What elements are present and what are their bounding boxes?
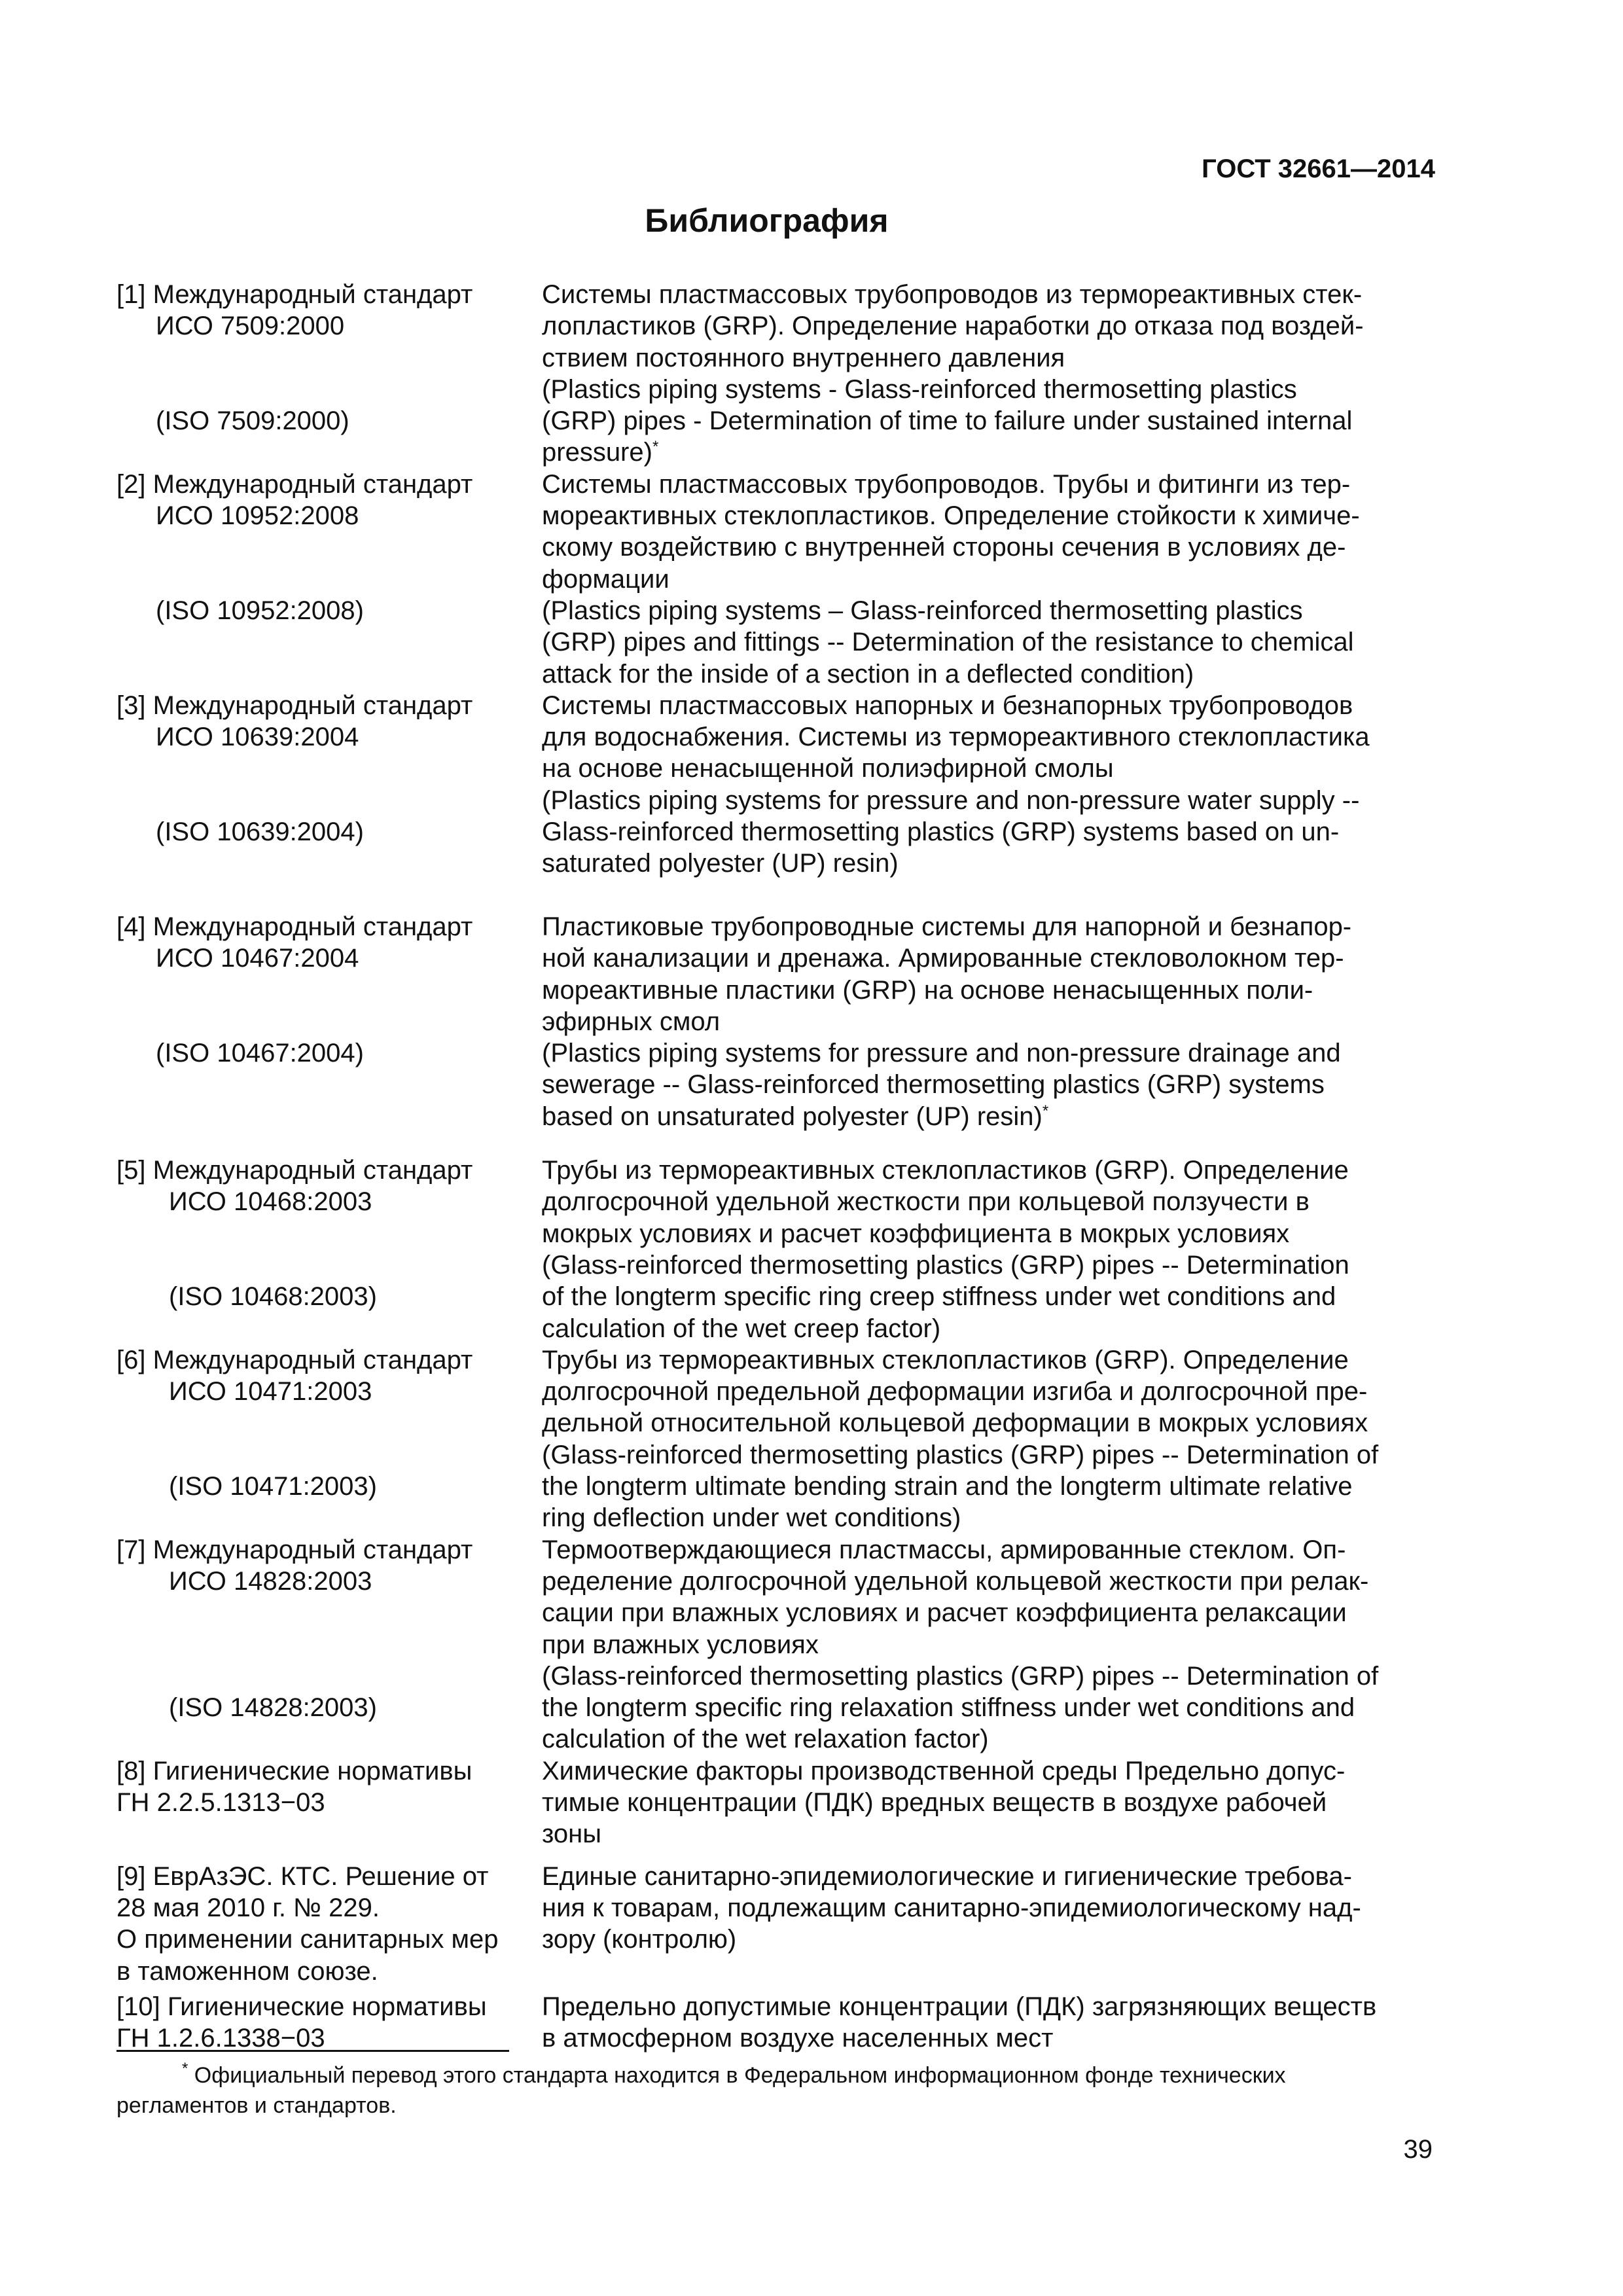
bib-ref-line: [116, 531, 542, 563]
bib-ref-line: (ISO 10467:2004): [156, 1039, 364, 1068]
footnote-line-1: Официальный перевод этого стандарта находится в Федеральном информационном фонде технических: [194, 2063, 1286, 2088]
bib-ref-line: [116, 342, 542, 374]
bib-entry-title: [542, 1155, 1425, 1344]
bib-ref-line: ИСО 14828:2003: [169, 1566, 372, 1596]
bib-title-line: ния к товарам, подлежащим санитарно-эпидемиологическому над-: [542, 1893, 1361, 1922]
bib-entry: [116, 1861, 1425, 1991]
bib-ref-line: в таможенном союзе.: [116, 1956, 378, 1986]
bib-title-line: (Plastics piping systems – Glass-reinforced thermosetting plastics: [542, 596, 1303, 625]
footnote-mark: *: [182, 2060, 188, 2077]
bib-title-line: Трубы из термореактивных стеклопластиков (GRP). Определение: [542, 1156, 1349, 1185]
bib-title-line: долгосрочной удельной жесткости при кольцевой ползучести в: [542, 1187, 1310, 1217]
bib-title-line: Химические факторы производственной среды Предельно допус-: [542, 1756, 1346, 1785]
footnote-line-2: регламентов и стандартов.: [116, 2093, 397, 2118]
bib-title-line: Glass-reinforced thermosetting plastics (GRP) systems based on un-: [542, 817, 1340, 847]
bib-title-line: ring deflection under wet conditions): [542, 1503, 961, 1533]
bib-title-line: тимые концентрации (ПДК) вредных веществ в воздухе рабочей: [542, 1788, 1327, 1818]
bib-title-line: ределение долгосрочной удельной кольцевой жесткости при релак-: [542, 1566, 1369, 1596]
bib-title-line: Единые санитарно-эпидемиологические и гигиенические требова-: [542, 1861, 1352, 1891]
bibliography-list: [116, 279, 1425, 2054]
bib-title-line: (Plastics piping systems for pressure and non-pressure drainage and: [542, 1039, 1341, 1068]
bib-entry-title: [542, 1861, 1425, 1956]
bib-ref-line: [5] Международный стандарт: [116, 1156, 473, 1185]
bib-ref-line: ИСО 10952:2008: [156, 501, 359, 531]
bib-entry: [116, 1155, 1425, 1344]
bib-title-line: (Glass-reinforced thermosetting plastics (GRP) pipes -- Determination: [542, 1250, 1349, 1280]
standard-number: ГОСТ 32661—2014: [1202, 154, 1435, 183]
bib-title-line: Предельно допустимые концентрации (ПДК) загрязняющих веществ: [542, 1992, 1377, 2021]
bib-title-line: (GRP) pipes - Determination of time to failure under sustained internal: [542, 406, 1353, 436]
bib-entry: [116, 911, 1425, 1155]
bib-entry-reference: [116, 1155, 542, 1344]
bib-title-line: мореактивные пластики (GRP) на основе ненасыщенных поли-: [542, 975, 1313, 1005]
bib-entry-reference: [116, 1755, 542, 1861]
bib-title-line: Системы пластмассовых трубопроводов. Трубы и фитинги из тер-: [542, 469, 1351, 499]
bib-ref-line: [9] ЕврАзЭС. КТС. Решение от: [116, 1861, 489, 1891]
bib-ref-line: [6] Международный стандарт: [116, 1345, 473, 1374]
bib-title-line: ной канализации и дренажа. Армированные стекловолокном тер-: [542, 944, 1344, 973]
bib-title-line: the longterm ultimate bending strain and the longterm ultimate relative: [542, 1472, 1353, 1501]
bib-ref-line: 28 мая 2010 г. № 229.: [116, 1893, 380, 1922]
bib-entry-reference: [116, 690, 542, 911]
bib-title-line: of the longterm specific ring creep stiffness under wet conditions and: [542, 1282, 1336, 1312]
bib-ref-line: [4] Международный стандарт: [116, 912, 473, 941]
bib-ref-line: [7] Международный стандарт: [116, 1535, 473, 1564]
bib-ref-line: (ISO 14828:2003): [169, 1693, 377, 1723]
footnote-ref-mark: *: [1042, 1102, 1049, 1120]
bib-entry: [116, 1755, 1425, 1861]
bib-ref-line: [8] Гигиенические нормативы: [116, 1756, 473, 1785]
footnote-separator: [116, 2050, 509, 2052]
bib-title-line: эфирных смол: [542, 1007, 721, 1036]
bib-title-line: мокрых условиях и расчет коэффициента в мокрых условиях: [542, 1219, 1290, 1248]
bib-ref-line: [116, 1407, 542, 1439]
bib-title-line: calculation of the wet relaxation factor): [542, 1725, 989, 1754]
bib-title-line: saturated polyester (UP) resin): [542, 849, 899, 878]
bib-entry: [116, 1534, 1425, 1755]
bib-title-line: зору (контролю): [542, 1925, 737, 1954]
bib-entry-title: [542, 1344, 1425, 1534]
footnote-ref-mark: *: [652, 438, 659, 456]
bib-title-line: attack for the inside of a section in a deflected condition): [542, 659, 1194, 689]
bib-title-line: для водоснабжения. Системы из термореактивного стеклопластика: [542, 723, 1370, 752]
bib-title-line: зоны: [542, 1820, 601, 1849]
bib-entry: [116, 1991, 1425, 2054]
bib-ref-line: [116, 785, 542, 816]
bib-entry-title: [542, 1534, 1425, 1755]
bib-title-line: pressure)*: [542, 438, 659, 467]
bib-ref-line: ИСО 10471:2003: [169, 1377, 372, 1407]
bib-entry-reference: [116, 1344, 542, 1534]
page-number: 39: [1403, 2135, 1433, 2164]
page-title: Библиография: [645, 202, 889, 239]
bib-entry-reference: [116, 1534, 542, 1755]
bib-entry-reference: [116, 1861, 542, 1991]
bib-title-line: в атмосферном воздухе населенных мест: [542, 2024, 1054, 2053]
bib-title-line: Пластиковые трубопроводные системы для напорной и безнапор-: [542, 912, 1352, 941]
bib-ref-line: (ISO 10952:2008): [156, 596, 364, 625]
bib-entry-title: [542, 1755, 1425, 1850]
bib-title-line: calculation of the wet creep factor): [542, 1314, 941, 1343]
bib-title-line: ствием постоянного внутреннего давления: [542, 343, 1065, 372]
bib-ref-line: [116, 1629, 542, 1660]
bib-entry-reference: [116, 279, 542, 469]
bib-ref-line: [116, 1249, 542, 1281]
bib-title-line: сации при влажных условиях и расчет коэффициента релаксации: [542, 1598, 1347, 1628]
bib-title-line: the longterm specific ring relaxation stiffness under wet conditions and: [542, 1693, 1355, 1723]
bib-ref-line: [116, 753, 542, 784]
bib-ref-line: [116, 1006, 542, 1037]
bib-title-line: мореактивных стеклопластиков. Определение стойкости к химиче-: [542, 501, 1360, 531]
bib-title-line: на основе ненасыщенной полиэфирной смолы: [542, 754, 1114, 783]
bib-entry-reference: [116, 469, 542, 690]
bib-entry-reference: [116, 911, 542, 1155]
bib-ref-line: ГН 2.2.5.1313−03: [116, 1788, 325, 1818]
bib-entry: [116, 279, 1425, 469]
footnote: [116, 2060, 1425, 2121]
bib-ref-line: ГН 1.2.6.1338−03: [116, 2024, 325, 2053]
bib-entry-title: [542, 469, 1425, 690]
bib-ref-line: [116, 374, 542, 405]
bib-ref-line: [116, 975, 542, 1006]
bib-title-line: Трубы из термореактивных стеклопластиков (GRP). Определение: [542, 1345, 1349, 1374]
bib-title-line: формации: [542, 564, 669, 594]
bib-title-line: Системы пластмассовых напорных и безнапорных трубопроводов: [542, 691, 1353, 720]
bib-entry-title: [542, 911, 1425, 1132]
bib-title-line: based on unsaturated polyester (UP) resin)*: [542, 1102, 1049, 1131]
bib-title-line: (Plastics piping systems for pressure and non-pressure water supply --: [542, 785, 1360, 815]
bib-ref-line: О применении санитарных мер: [116, 1925, 499, 1954]
bib-entry: [116, 1344, 1425, 1534]
bib-ref-line: (ISO 10471:2003): [169, 1472, 377, 1501]
bib-ref-line: [10] Гигиенические нормативы: [116, 1992, 487, 2021]
bib-title-line: долгосрочной предельной деформации изгиба и долгосрочной пре-: [542, 1377, 1368, 1407]
bib-title-line: Термоотверждающиеся пластмассы, армированные стеклом. Оп-: [542, 1535, 1346, 1564]
bib-title-line: sewerage -- Glass-reinforced thermosetting plastics (GRP) systems: [542, 1070, 1325, 1100]
bib-ref-line: (ISO 10468:2003): [169, 1282, 377, 1312]
bib-entry: [116, 469, 1425, 690]
bib-title-line: (Plastics piping systems - Glass-reinforced thermosetting plastics: [542, 374, 1297, 404]
bib-ref-line: (ISO 10639:2004): [156, 817, 364, 847]
bib-ref-line: [116, 1660, 542, 1692]
bib-title-line: при влажных условиях: [542, 1630, 819, 1659]
bib-title-line: (GRP) pipes and fittings -- Determination of the resistance to chemical: [542, 628, 1354, 657]
bib-ref-line: [116, 1597, 542, 1628]
bib-ref-line: [3] Международный стандарт: [116, 691, 473, 720]
bib-entry-title: [542, 1991, 1425, 2054]
bib-ref-line: ИСО 10468:2003: [169, 1187, 372, 1217]
bib-entry-title: [542, 279, 1425, 469]
bib-title-line: Системы пластмассовых трубопроводов из термореактивных стек-: [542, 280, 1363, 309]
bib-ref-line: ИСО 7509:2000: [156, 312, 345, 341]
bib-ref-line: ИСО 10467:2004: [156, 944, 359, 973]
bib-title-line: [542, 880, 1425, 911]
bib-title-line: скому воздействию с внутренней стороны сечения в условиях де-: [542, 533, 1346, 562]
bib-ref-line: ИСО 10639:2004: [156, 723, 359, 752]
bib-title-line: дельной относительной кольцевой деформации в мокрых условиях: [542, 1408, 1368, 1438]
bib-ref-line: [116, 564, 542, 595]
bib-entry-title: [542, 690, 1425, 911]
bib-ref-line: [2] Международный стандарт: [116, 469, 473, 499]
bib-ref-line: [1] Международный стандарт: [116, 280, 473, 309]
bib-ref-line: [116, 1439, 542, 1471]
bib-ref-line: (ISO 7509:2000): [156, 406, 349, 436]
bib-title-line: (Glass-reinforced thermosetting plastics (GRP) pipes -- Determination of: [542, 1440, 1379, 1469]
bib-title-line: (Glass-reinforced thermosetting plastics (GRP) pipes -- Determination of: [542, 1661, 1379, 1691]
bib-title-line: лопластиков (GRP). Определение наработки до отказа под воздей-: [542, 312, 1364, 341]
bib-entry: [116, 690, 1425, 911]
bib-ref-line: [116, 1218, 542, 1249]
bib-entry-reference: [116, 1991, 542, 2054]
